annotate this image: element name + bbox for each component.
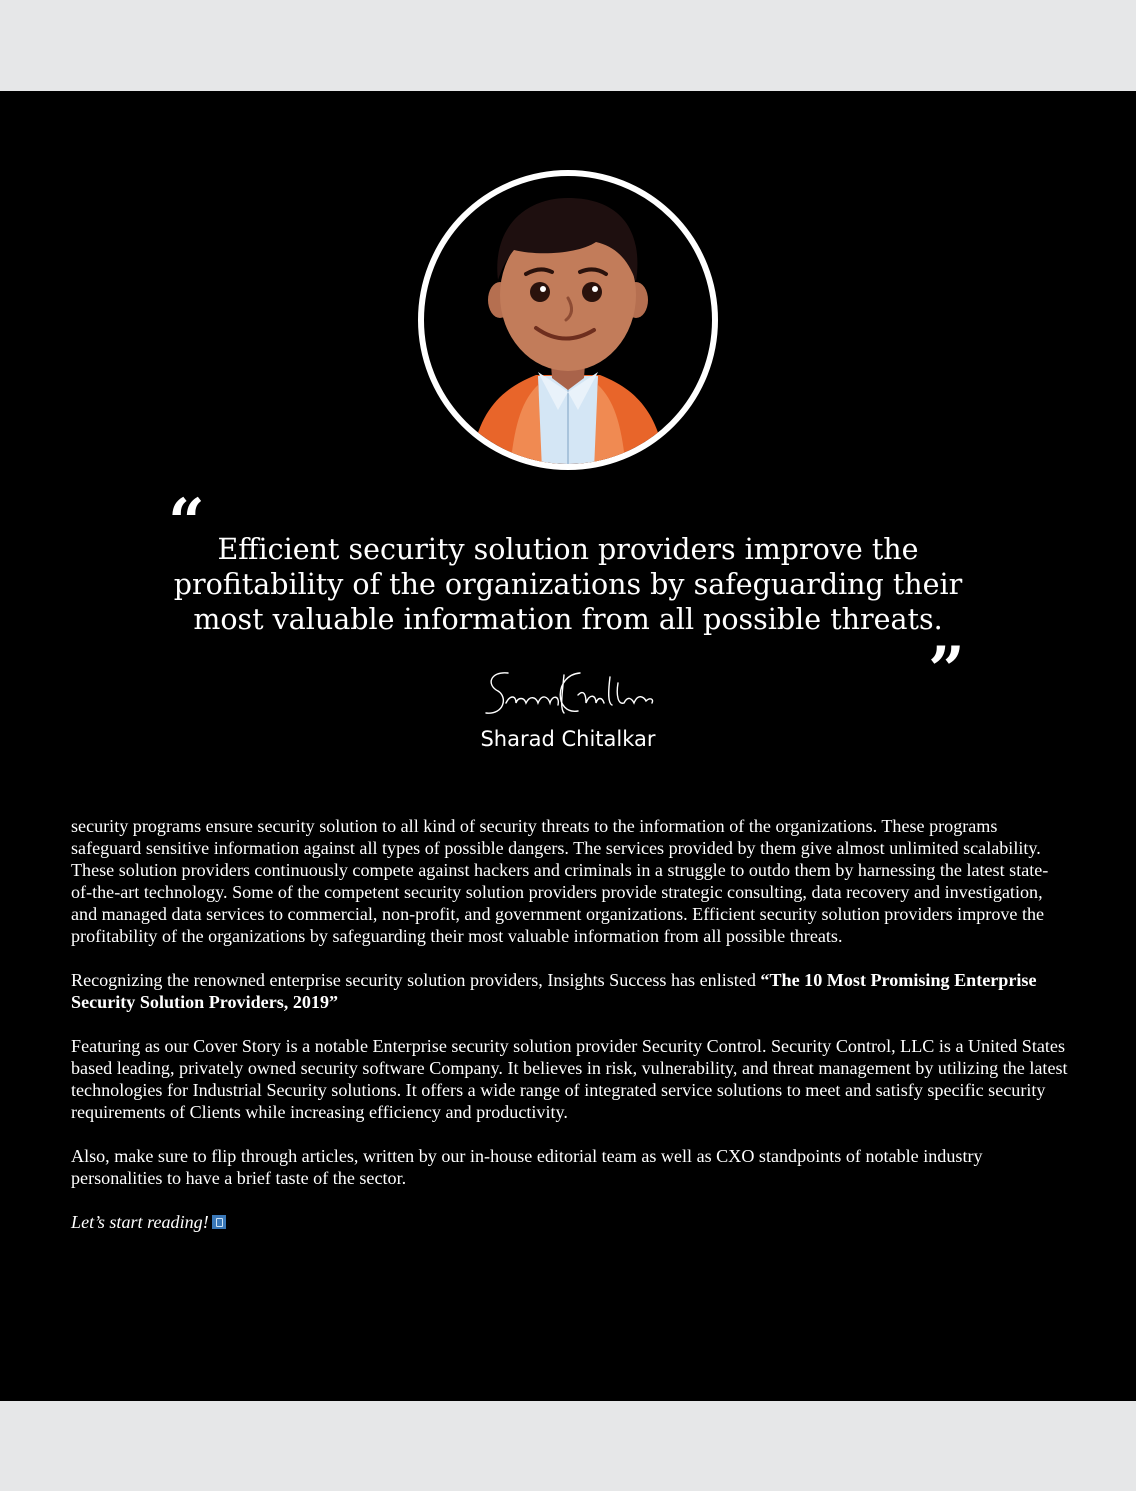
article-body [71,815,1069,1255]
close-quote-icon: ” [928,633,965,708]
magazine-page [0,91,1136,1401]
closing-line: Let’s start reading! [71,1212,209,1232]
list-title: “The 10 Most Promising Enterprise Security Solution Providers, 2019” [71,970,1037,1012]
paragraph-intro: security programs ensure security solution to all kind of security threats to the information of the organizations. These programs safeguard sensitive information against all types of possible dangers. The services provided by them give almost unlimited scalability. These solution providers continuously compete against hackers and criminals in a struggle to outdo them by harnessing the latest state-of-the-art technology. Some of the competent security solution providers provide strategic consulting, data recovery and investigation, and managed data services to commercial, non-profit, and government organizations. Efficient security solution providers improve the profitability of the organizations by safeguarding their most valuable information from all possible threats. [71,816,1049,946]
pull-quote: Efficient security solution providers improve the profitability of the organizations by safeguarding their most valuable information from all possible threats. [173,533,963,636]
recognition-lead: Recognizing the renowned enterprise security solution providers, Insights Success has enlisted [71,970,761,990]
link-icon[interactable] [212,1215,226,1229]
paragraph-closing [71,1211,1069,1233]
author-signature [468,665,668,725]
paragraph-cover-story: Featuring as our Cover Story is a notable Enterprise security solution provider Security Control. Security Control, LLC is a United States based leading, privately owned security software Company. It believes in risk, vulnerability, and threat management by utilizing the latest technologies for Industrial Security solutions. It offers a wide range of integrated service solutions to meet and satisfy specific security requirements of Clients while increasing efficiency and productivity. [71,1036,1068,1122]
open-quote-icon: “ [168,485,205,560]
paragraph-recognition [71,969,1069,1013]
author-name: Sharad Chitalkar [480,727,656,751]
paragraph-articles: Also, make sure to flip through articles, written by our in-house editorial team as well as CXO standpoints of notable industry personalities to have a brief taste of the sector. [71,1146,983,1188]
author-avatar [418,170,718,470]
person-illustration-icon [418,170,718,470]
